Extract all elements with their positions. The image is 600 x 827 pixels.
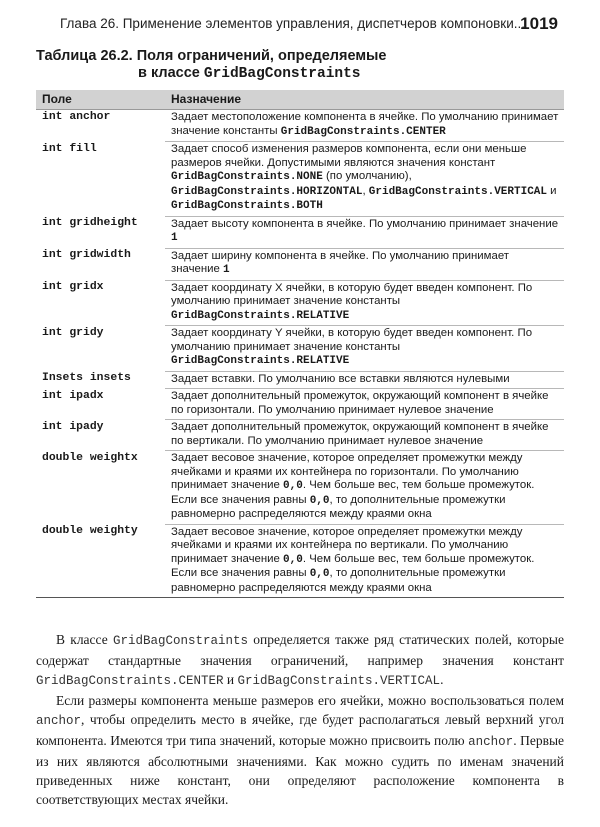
paragraph-code: GridBagConstraints.CENTER	[36, 674, 224, 688]
field-description	[165, 524, 564, 598]
page-number: 1019	[520, 14, 558, 33]
description-code: GridBagConstraints.RELATIVE	[171, 355, 350, 367]
table-row	[36, 110, 564, 142]
table-body	[36, 110, 564, 598]
field-name: int anchor	[42, 111, 111, 123]
field-name: int fill	[42, 142, 97, 155]
chapter-title: Глава 26. Применение элементов управления, диспетчеров компоновки...	[60, 16, 526, 31]
column-header-field: Поле	[36, 90, 165, 110]
description-text: Задает местоположение компонента в ячейке. По умолчанию принимает значение константы	[171, 111, 559, 137]
body-text	[36, 630, 564, 809]
description-text: Задает координату Y ячейки, в которую будет введен компонент. По умолчанию принимает значение константы	[171, 327, 533, 353]
description-code: 0,0	[283, 480, 303, 492]
field-name: double weighty	[36, 524, 165, 598]
description-text: Задает весовое значение, которое определяет промежутки между ячейками и краями их контейнера по горизонтали. По умолчанию принимает значение	[171, 452, 523, 491]
field-description	[165, 280, 564, 326]
field-name: int ipady	[42, 420, 104, 433]
table-row	[36, 371, 564, 389]
description-text: и	[547, 184, 557, 197]
field-description	[165, 216, 564, 248]
table-row	[36, 389, 564, 420]
description-text: Задает способ изменения размеров компонента, если они меньше размеров ячейки. Допустимыми являются значения констант	[171, 143, 527, 169]
table-row	[36, 142, 564, 217]
description-text: Задает дополнительный промежуток, окружающий компонент в ячейке по вертикали. По умолчанию принимает нулевое значение	[171, 421, 549, 447]
description-text: . Чем больше вес, тем больше промежуток. Если все значения равны	[171, 552, 535, 579]
description-code: 1	[223, 264, 230, 276]
description-text: Задает дополнительный промежуток, окружающий компонент в ячейке по горизонтали. По умолчанию принимает нулевое значение	[171, 390, 549, 416]
table-row	[36, 326, 564, 372]
description-text: Задает ширину компонента в ячейке. По умолчанию принимает значение	[171, 249, 510, 275]
paragraph-code: anchor	[36, 714, 82, 728]
description-code: GridBagConstraints.CENTER	[280, 125, 446, 138]
caption-line-1: Таблица 26.2. Поля ограничений, определяемые	[36, 48, 387, 64]
paragraph-text: . Первые из них являются абсолютными значениями. Как можно судить по именам значений приведенных ниже констант, они определяют расположение компонента в соответствующих местах ячейки.	[36, 733, 565, 807]
field-description	[165, 389, 564, 420]
caption-prefix: в классе	[138, 65, 204, 81]
table-row	[36, 420, 564, 451]
field-description	[165, 371, 564, 389]
paragraph	[36, 630, 564, 691]
paragraph-code: anchor	[468, 735, 514, 749]
table-row	[36, 524, 564, 598]
paragraph-text: и	[223, 672, 238, 687]
description-code: 0,0	[309, 568, 330, 580]
table-row	[36, 280, 564, 326]
field-description	[165, 451, 564, 525]
table-caption	[36, 48, 556, 83]
paragraph-text: , чтобы определить место в ячейке, где будет располагаться левый верхний угол компонента. Имеются три типа значений, которые можно присвоить полю	[36, 712, 564, 748]
field-name: int gridheight	[42, 217, 138, 229]
caption-class-name: GridBagConstraints	[203, 66, 361, 82]
paragraph	[36, 691, 564, 809]
paragraph-code: GridBagConstraints	[112, 634, 248, 648]
field-name: int gridx	[42, 281, 104, 293]
description-text: ,	[362, 184, 369, 197]
paragraph-text: Если размеры компонента меньше размеров его ячейки, можно воспользоваться полем	[56, 693, 564, 708]
description-code: GridBagConstraints.NONE	[171, 171, 323, 183]
description-code: 1	[171, 232, 178, 244]
description-code: GridBagConstraints.VERTICAL	[368, 185, 548, 198]
field-name: int gridy	[42, 326, 104, 339]
description-text: . Чем больше вес, тем больше промежуток. Если все значения равны	[171, 479, 535, 506]
paragraph-code: GridBagConstraints.VERTICAL	[237, 674, 441, 688]
table-header-row	[36, 90, 564, 110]
field-name: int gridwidth	[42, 249, 131, 261]
running-header	[60, 14, 558, 36]
description-code: GridBagConstraints.RELATIVE	[171, 309, 350, 322]
description-code: GridBagConstraints.HORIZONTAL	[171, 185, 363, 198]
table-row	[36, 451, 564, 525]
paragraph-text: В классе	[56, 632, 113, 647]
description-text: Задает координату X ячейки, в которую будет введен компонент. По умолчанию принимает значение константы	[171, 281, 533, 307]
field-name: Insets insets	[42, 372, 131, 384]
field-name: double weightx	[42, 451, 138, 464]
table-row	[36, 216, 564, 248]
field-name: int ipadx	[42, 389, 104, 402]
field-description	[165, 248, 564, 280]
caption-line-2	[36, 65, 556, 83]
description-text: Задает вставки. По умолчанию все вставки являются нулевыми	[171, 372, 510, 385]
description-text: , то дополнительные промежутки равномерно распределяются между краями окна	[171, 567, 506, 594]
table-row	[36, 248, 564, 280]
description-text: (по умолчанию),	[322, 170, 412, 182]
description-code: GridBagConstraints.BOTH	[171, 200, 323, 212]
field-description	[165, 110, 564, 142]
column-header-purpose: Назначение	[165, 90, 564, 110]
paragraph-text: определяется также ряд статических полей, которые содержат стандартные значения ограничений, например значения констант	[36, 632, 564, 668]
description-text: Задает высоту компонента в ячейке. По умолчанию принимает значение	[171, 217, 559, 230]
paragraph-text: .	[440, 672, 444, 687]
field-description	[165, 326, 564, 372]
constraints-table	[36, 90, 564, 598]
description-text: Задает весовое значение, которое определяет промежутки между ячейками и краями их контейнера по вертикали. По умолчанию принимает значение	[171, 525, 523, 565]
description-code: 0,0	[309, 494, 330, 507]
description-code: 0,0	[283, 553, 303, 566]
field-description	[165, 142, 564, 217]
field-description	[165, 420, 564, 451]
description-text: , то дополнительные промежутки равномерно распределяются между краями окна	[171, 493, 506, 520]
